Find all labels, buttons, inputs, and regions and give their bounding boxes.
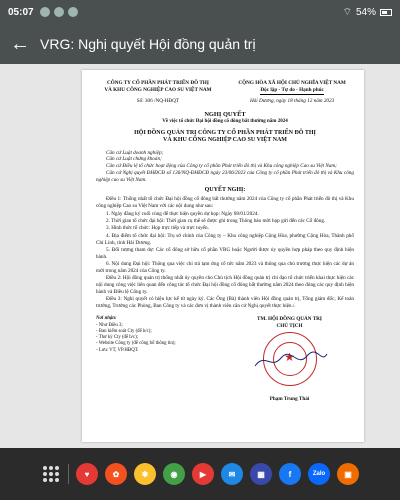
signature-block: [96, 316, 354, 403]
signer-name: Phạm Trung Thái: [269, 395, 310, 402]
app-photos-icon[interactable]: ✱: [134, 463, 156, 485]
board-title-line2: VÀ KHU CÔNG NGHIỆP CAO SU VIỆT NAM: [163, 137, 287, 144]
notification-icons: [40, 7, 78, 17]
document-page: [82, 70, 364, 442]
document-viewer[interactable]: [0, 64, 400, 448]
company-name-line1: CÔNG TY CỔ PHẦN PHÁT TRIỂN ĐÔ THỊ: [106, 80, 209, 86]
status-right: [343, 6, 392, 19]
notification-icon: [54, 7, 64, 17]
notification-icon: [40, 7, 50, 17]
article-item: 1. Ngày đăng ký cuối cùng để thực hiện quyền dự họp: Ngày 08/01/2024.: [106, 210, 259, 217]
recipient-item: - Thư ký Cty (để b/c);: [96, 335, 139, 341]
article-item: 2. Thời gian tổ chức đại hội: Thời gian cụ thể sẽ được ghi trong Thông báo mời họp gửi đến các Cổ đông.: [106, 218, 326, 224]
app-drawer-icon[interactable]: [41, 464, 61, 484]
status-time: 05:07: [8, 6, 34, 18]
status-bar: [0, 0, 400, 24]
article-3: Điều 3: Nghị quyết có hiệu lực kể từ ngày ký. Các Ông (Bà) thành viên Hội đồng quản trị, Tổng giám đốc, Kế toán trưởng, Trưởng các Phòng, Ban Công ty và các đơn vị thành viên căn cứ Nghị quyết thực hiện./.: [96, 296, 354, 310]
sign-organization: TM. HỘI ĐỒNG QUẢN TRỊ: [257, 316, 322, 323]
document-header: [96, 80, 354, 95]
basis-line: Căn cứ Nghị quyết ĐHĐCĐ số 136/NQ-ĐHĐCĐ ngày 23/06/2023 của Công ty cổ phần Phát triển đô thị và Khu công nghiệp cao su Việt Nam.: [96, 170, 354, 184]
app-red-icon[interactable]: ♥: [76, 463, 98, 485]
nation-line1: CỘNG HÒA XÃ HỘI CHỦ NGHĨA VIỆT NAM: [238, 80, 346, 86]
article-item: 3. Hình thức tổ chức: Họp trực tiếp và trực tuyến.: [106, 225, 209, 232]
recipients-title: Nơi nhận:: [96, 316, 117, 322]
app-zalo-icon[interactable]: Zalo: [308, 463, 330, 485]
article-2: Điều 2: Hội đồng quản trị thống nhất ủy quyền cho Chủ tịch Hội đồng quản trị chỉ đạo tổ chức triển khai thực hiện các nội dung công việc liên quan đến công tác tổ chức Đại hội đồng cổ đông bất thường năm 2024 theo đúng các quy định hiện hành và Điều lệ Công ty.: [96, 275, 354, 296]
page-title: VRG: Nghị quyết Hội đồng quản trị: [40, 36, 256, 52]
document-title: NGHỊ QUYẾT: [204, 110, 246, 118]
basis-line: Căn cứ Điều lệ tổ chức hoạt động của Công ty cổ phần Phát triển đô thị và Khu công nghiệp Cao su Việt Nam;: [106, 163, 337, 170]
recipient-item: - Ban kiểm soát Cty (để b/c);: [96, 328, 152, 334]
document-date: Hải Dương, ngày 18 tháng 12 năm 2023: [249, 97, 335, 104]
app-youtube-icon[interactable]: ▶: [192, 463, 214, 485]
nation-line2: Độc lập - Tự do - Hạnh phúc: [260, 86, 324, 93]
document-meta: [96, 98, 354, 105]
company-name-line2: VÀ KHU CÔNG NGHIỆP CAO SU VIỆT NAM: [104, 86, 212, 93]
sign-role: CHỦ TỊCH: [276, 323, 303, 330]
notification-icon: [68, 7, 78, 17]
taskbar-apps: [76, 463, 359, 485]
wifi-icon: ⌔: [342, 6, 352, 18]
document-number: Số: 306 /NQ-HĐQT: [136, 97, 180, 104]
app-messages-icon[interactable]: ✉: [221, 463, 243, 485]
handwritten-signature: [251, 350, 331, 372]
seal-star-icon: ★: [284, 349, 295, 364]
app-chrome-icon[interactable]: ◉: [163, 463, 185, 485]
app-files-icon[interactable]: ▣: [337, 463, 359, 485]
recipient-item: - Như Điều 3;: [96, 322, 123, 328]
battery-icon: [380, 9, 392, 16]
decide-heading: QUYẾT NGHỊ:: [204, 186, 246, 193]
document-subtitle: Về việc tổ chức Đại hội đồng cổ đông bất thường năm 2024: [162, 119, 288, 125]
app-gallery-icon[interactable]: ✿: [105, 463, 127, 485]
recipient-item: - Lưu: VT, VP.HĐQT.: [96, 347, 139, 353]
back-arrow-icon[interactable]: ←: [10, 32, 30, 55]
battery-percent: 54%: [355, 6, 376, 18]
article-item: 5. Đối tượng tham dự: Các cổ đông sở hữu cổ phần VRG hoặc Người được ủy quyền hợp pháp theo quy định hiện hành.: [96, 246, 354, 260]
app-facebook-icon[interactable]: f: [279, 463, 301, 485]
recipient-item: - Website Công ty (để công bố thông tin);: [96, 341, 176, 347]
app-bar: [0, 24, 400, 64]
article-item: 6. Nội dung Đại hội: Thông qua việc chi trả tạm ứng cổ tức năm 2023 và thông qua chủ trương thực hiện các dự án mới trong năm 2024 của Công ty.: [96, 261, 354, 275]
basis-line: Căn cứ Luật doanh nghiệp;: [106, 149, 164, 156]
article-1: Điều 1: Thống nhất tổ chức Đại hội đồng cổ đông bất thường năm 2024 của Công ty cổ phần Phát triển đô thị và Khu công nghiệp Cao su Việt Nam với các nội dung như sau:: [96, 196, 354, 210]
taskbar: [0, 448, 400, 500]
board-title-line1: HỘI ĐỒNG QUẢN TRỊ CÔNG TY CỔ PHẦN PHÁT TRIỂN ĐÔ THỊ: [134, 129, 316, 136]
basis-line: Căn cứ Luật chứng khoán;: [106, 156, 162, 163]
taskbar-divider: [68, 464, 69, 484]
app-calendar-icon[interactable]: ▦: [250, 463, 272, 485]
article-item: 4. Địa điểm tổ chức đại hội: Trụ sở chính của Công ty – Khu công nghiệp Cộng Hòa, phường Cộng Hòa, Thành phố Chí Linh, tỉnh Hải Dương.: [96, 232, 354, 246]
